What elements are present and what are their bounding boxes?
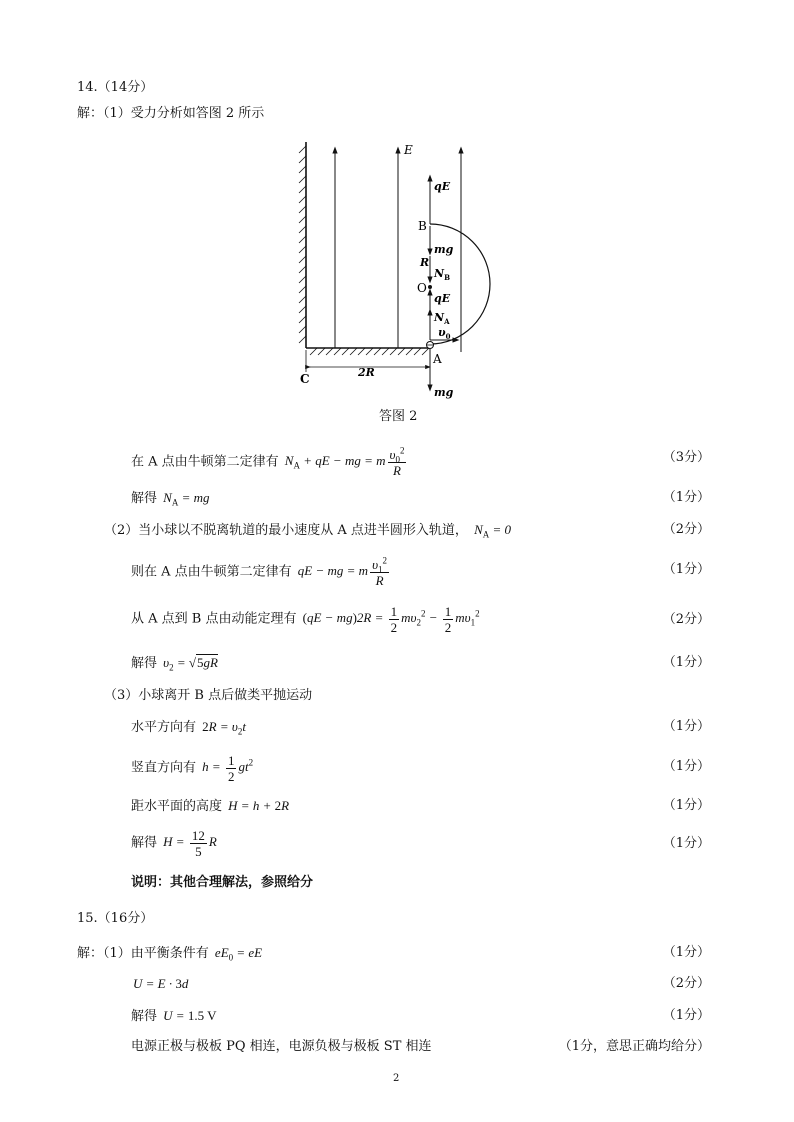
equation-5: (qE − mg)2R = $\frac{1}{2}$ $m\upsilon_2^2$ − $\frac{1}{2}$ $m\upsilon_1^2$ (302, 604, 480, 635)
q14-line-11: 解得 H = $\frac{12}{5}$ R (131, 828, 217, 859)
equation-1: $N_A$ + qE − mg = m $\frac{\upsilon_0^2}{R}$ (284, 445, 405, 478)
dimension-label: 2R (358, 366, 375, 379)
q14-score-8: （1分） (662, 719, 710, 734)
equation-7: $2R = \upsilon_2t$ (202, 719, 246, 737)
qE-mid-label: qE (434, 292, 451, 305)
equation-10: H = $\frac{12}{5}$ R (163, 828, 217, 859)
equation-13: U = 1.5 V (163, 1008, 217, 1023)
q14-line-8: 水平方向有 $2R = \upsilon_2t$ (131, 719, 246, 737)
q15-line-3: 解得 U = 1.5 V (131, 1008, 217, 1024)
center-O-label: O (417, 281, 427, 295)
qE-top-label: qE (434, 180, 451, 193)
equation-8: h = $\frac{1}{2}$ $gt^2$ (202, 753, 254, 784)
NA-label: $N_A$ (434, 311, 450, 326)
q14-header: 14.（14分） (77, 80, 154, 95)
NB-label: $N_B$ (434, 267, 450, 282)
q15-score-1: （1分） (662, 945, 710, 960)
point-A-label: A (433, 352, 442, 366)
equation-9: H = h + 2R (228, 798, 290, 813)
q14-line-5: 从 A 点到 B 点由动能定理有 (qE − mg)2R = $\frac{1}{2}$ $m\upsilon_2^2$ − $\frac{1}{2}$ $m\upsilon_1^2$ (131, 604, 480, 635)
equation-2: $N_A$ = mg (163, 490, 210, 508)
point-B-label: B (418, 219, 427, 233)
q14-line-1: 在 A 点由牛顿第二定律有 $N_A$ + qE − mg = m $\frac{\upsilon_0^2}{R}$ (131, 447, 408, 478)
q15-header: 15.（16分） (77, 911, 154, 926)
center-O (428, 285, 432, 289)
equation-12: U = E · 3d (133, 976, 189, 991)
q14-intro: 解：（1）受力分析如答图 2 所示 (77, 106, 265, 121)
floor-hatching (310, 348, 429, 355)
q15-score-2: （2分） (662, 976, 710, 991)
equation-11: $eE_0$ = eE (214, 945, 263, 963)
q14-line-4: 则在 A 点由牛顿第二定律有 qE − mg = m $\frac{\upsilon_1^2}{R}$ (131, 557, 391, 588)
q14-score-4: （1分） (662, 562, 710, 577)
equation-4: qE − mg = m $\frac{\upsilon_1^2}{R}$ (297, 555, 388, 588)
q14-note: 说明：其他合理解法，参照给分 (131, 875, 314, 890)
q14-score-1: （3分） (662, 450, 710, 465)
q14-line-7: （3）小球离开 B 点后做类平抛运动 (104, 688, 313, 703)
mg-bottom-label: mg (434, 386, 454, 399)
mg-mid-label: mg (434, 243, 454, 256)
page-number: 2 (393, 1073, 400, 1084)
q14-line-3: （2）当小球以不脱离轨道的最小速度从 A 点进半圆形入轨道， $N_A = 0$ (104, 522, 512, 540)
q14-line-10: 距水平面的高度 H = h + 2R (131, 798, 290, 814)
point-C-label: C (300, 372, 310, 386)
q14-line-2: 解得 $N_A$ = mg (131, 490, 210, 508)
q14-score-6: （1分） (662, 655, 710, 670)
field-label: E (404, 143, 413, 157)
q15-line-1: 解：（1）由平衡条件有 $eE_0$ = eE (77, 945, 263, 963)
q15-line-2 (131, 975, 188, 994)
q14-score-10: （1分） (662, 798, 710, 813)
q15-score-3: （1分） (662, 1008, 710, 1023)
wall-hatching (299, 146, 306, 343)
q14-score-5: （2分） (662, 612, 710, 627)
force-diagram (296, 140, 496, 405)
equation-3: $N_A = 0$ (474, 522, 512, 540)
q14-score-11: （1分） (662, 836, 710, 851)
q15-score-4: （1分，意思正确均给分） (558, 1039, 710, 1054)
v0-label: $\upsilon_0$ (438, 326, 451, 341)
equation-6: $\upsilon_2 = √5gR$ (163, 655, 218, 673)
q14-line-9: 竖直方向有 h = $\frac{1}{2}$ $gt^2$ (131, 753, 254, 784)
q14-score-9: （1分） (662, 759, 710, 774)
figure-caption: 答图 2 (379, 409, 418, 424)
q14-line-6: 解得 $\upsilon_2 = √5gR$ (131, 655, 218, 673)
q15-line-4: 电源正极与极板 PQ 相连，电源负极与极板 ST 相连 (131, 1039, 432, 1054)
q14-score-3: （2分） (662, 522, 710, 537)
q14-score-2: （1分） (662, 490, 710, 505)
radius-label: R (420, 256, 430, 269)
